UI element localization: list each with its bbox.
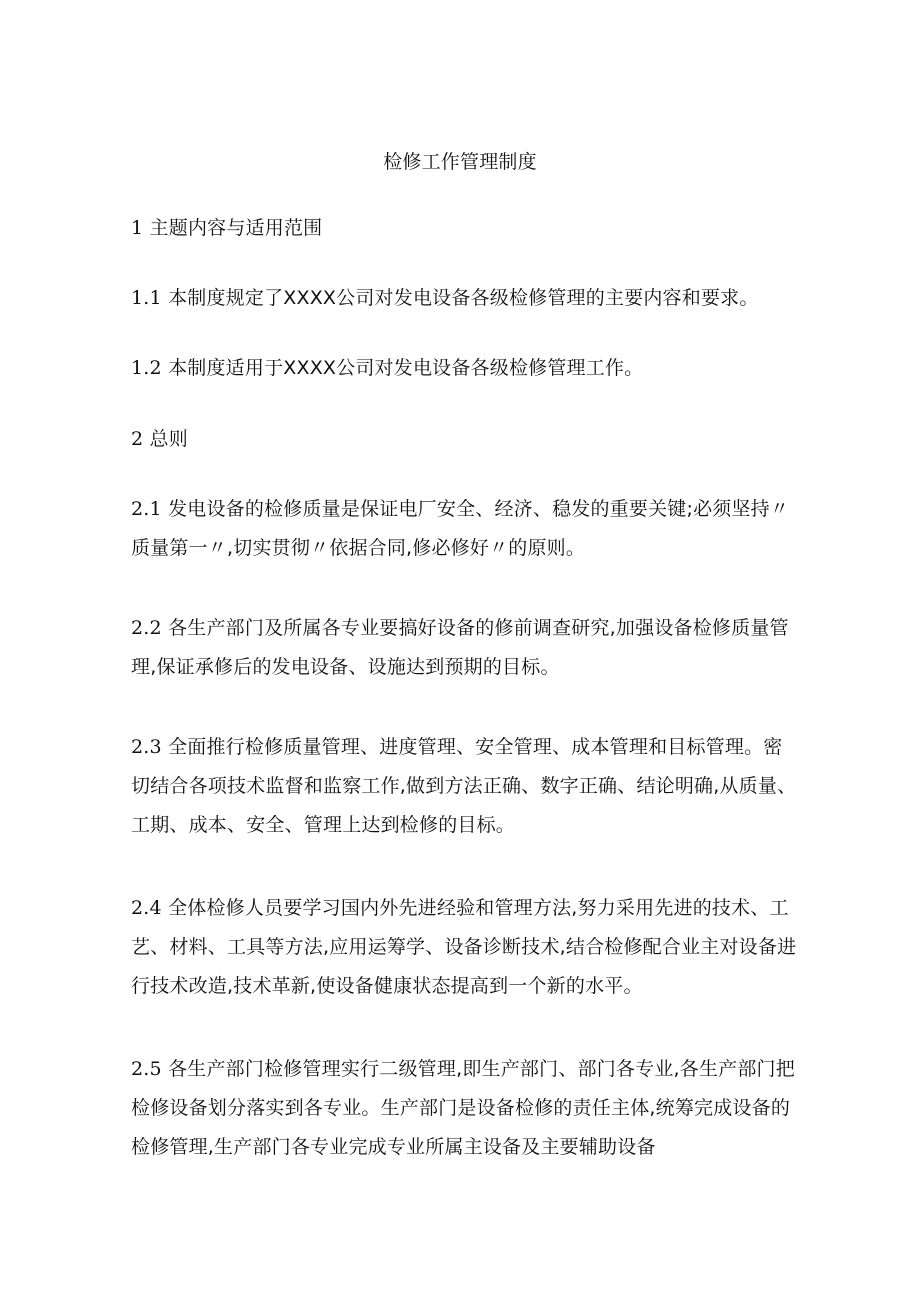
clause-2-3 — [131, 728, 801, 845]
clause-2-4 — [131, 889, 801, 1006]
section-2-heading — [131, 420, 801, 459]
clause-2-3-number: 2.3 — [131, 736, 162, 758]
clause-2-1-text: 发电设备的检修质量是保证电厂安全、经济、稳发的重要关键;必须坚持〃质量第一〃,切实贯彻〃依据合同,修必修好〃的原则。 — [131, 498, 790, 559]
section-2-number: 2 — [131, 428, 144, 450]
clause-2-2-number: 2.2 — [131, 617, 162, 639]
clause-1-1-text: 本制度规定了XXXX公司对发电设备各级检修管理的主要内容和要求。 — [168, 287, 759, 309]
section-2-title: 总则 — [149, 428, 188, 450]
clause-2-3-text: 全面推行检修质量管理、进度管理、安全管理、成本管理和目标管理。密切结合各项技术监督和监察工作,做到方法正确、数字正确、结论明确,从质量、工期、成本、安全、管理上达到检修的目标。 — [131, 736, 797, 836]
clause-2-5-text: 各生产部门检修管理实行二级管理,即生产部门、部门各专业,各生产部门把检修设备划分落实到各专业。生产部门是设备检修的责任主体,统筹完成设备的检修管理,生产部门各专业完成专业所属主设备及主要辅助设备 — [131, 1058, 795, 1158]
section-1-heading — [131, 209, 801, 248]
clause-1-2-number: 1.2 — [131, 357, 162, 379]
clause-2-1 — [131, 490, 801, 568]
section-1-title: 主题内容与适用范围 — [149, 217, 323, 239]
clause-1-2 — [131, 349, 801, 388]
document-title: 检修工作管理制度 — [383, 151, 537, 173]
clause-2-4-number: 2.4 — [131, 897, 162, 919]
clause-1-1 — [131, 279, 801, 318]
clause-2-5-number: 2.5 — [131, 1058, 162, 1080]
clause-1-1-number: 1.1 — [131, 287, 162, 309]
clause-2-2-text: 各生产部门及所属各专业要搞好设备的修前调查研究,加强设备检修质量管理,保证承修后的发电设备、设施达到预期的目标。 — [131, 617, 789, 678]
clause-2-4-text: 全体检修人员要学习国内外先进经验和管理方法,努力采用先进的技术、工艺、材料、工具等方法,应用运筹学、设备诊断技术,结合检修配合业主对设备进行技术改造,技术革新,使设备健康状态提高到一个新的水平。 — [131, 897, 797, 997]
clause-2-1-number: 2.1 — [131, 498, 162, 520]
clause-1-2-text: 本制度适用于XXXX公司对发电设备各级检修管理工作。 — [168, 357, 644, 379]
clause-2-5 — [131, 1050, 801, 1167]
clause-2-2 — [131, 609, 801, 687]
section-1-number: 1 — [131, 217, 144, 239]
